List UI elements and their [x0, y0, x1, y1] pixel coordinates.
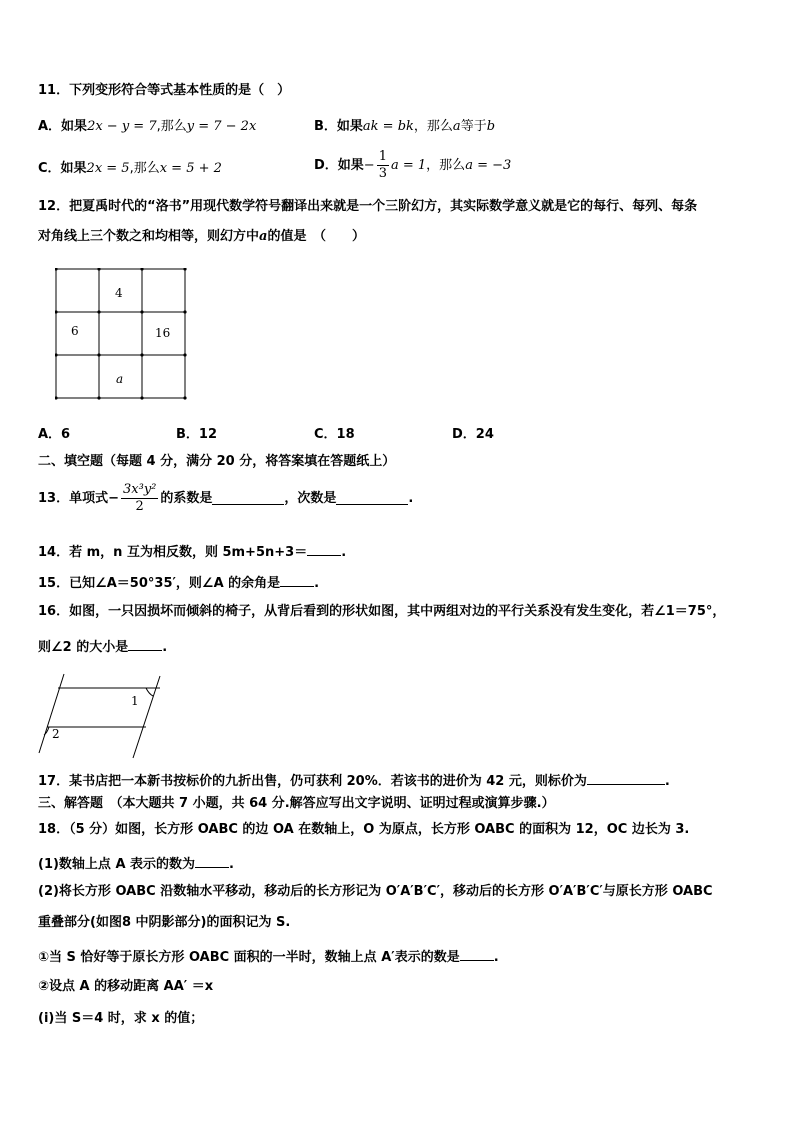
q12-option-b: B．12: [176, 427, 217, 442]
answer-blank[interactable]: [460, 948, 494, 961]
q15: 15．已知∠A＝50°35′，则∠A 的余角是 .: [38, 576, 320, 591]
answer-blank[interactable]: [336, 492, 408, 505]
q16-line2: 则∠2 的大小是 .: [38, 640, 168, 655]
section-2-heading: 二、填空题（每题 4 分，满分 20 分，将答案填在答题纸上）: [38, 454, 396, 469]
q11-option-a: A．如果2x − y = 7,那么y = 7 − 2x: [38, 119, 257, 134]
q18-part2-line1: (2)将长方形 OABC 沿数轴水平移动，移动后的长方形记为 O′A′B′C′，移动后的长方形 O′A′B′C′与原长方形 OABC: [38, 884, 713, 899]
answer-blank[interactable]: [212, 492, 284, 505]
answer-blank[interactable]: [128, 638, 162, 651]
answer-blank[interactable]: [587, 772, 665, 785]
angle-1-label: 1: [131, 694, 139, 708]
q16-line1: 16．如图，一只因损坏而倾斜的椅子，从背后看到的形状如图，其中两组对边的平行关系没有发生变化，若∠1＝75°，: [38, 604, 726, 619]
q18-stem: 18．（5 分）如图，长方形 OABC 的边 OA 在数轴上，O 为原点，长方形 OABC 的面积为 12，OC 边长为 3.: [38, 822, 690, 837]
chair-parallelogram-figure: [36, 672, 170, 764]
q18-part2-line2: 重叠部分(如图8 中阴影部分)的面积记为 S.: [38, 915, 291, 930]
q11-option-b: B．如果ak = bk，那么a等于b: [314, 119, 496, 134]
monomial-fraction: $\frac{\text{3x³y²}}{2}$: [123, 482, 157, 514]
q12-stem-line2: 对角线上三个数之和均相等，则幻方中a的值是 （ ）: [38, 229, 365, 244]
section-3-heading: 三、解答题 （本大题共 7 小题，共 64 分.解答应写出文字说明、证明过程或演算步骤.）: [38, 796, 555, 811]
q18-sub1: ①当 S 恰好等于原长方形 OABC 面积的一半时，数轴上点 A′表示的数是 .: [38, 950, 499, 965]
q12-option-d: D．24: [452, 427, 494, 442]
q12-option-c: C．18: [314, 427, 355, 442]
answer-blank[interactable]: [307, 543, 341, 556]
q13: 13．单项式 − $\frac{\text{3x³y²}}{2}$ 的系数是 ，次数是 .: [38, 482, 414, 514]
grid-cell-r2c1: a: [116, 372, 124, 386]
magic-square-grid: [55, 268, 187, 404]
angle-2-label: 2: [52, 727, 60, 741]
grid-cell-r0c1: 4: [115, 286, 123, 300]
q18-sub2-i: (ⅰ)当 S＝4 时，求 x 的值；: [38, 1011, 204, 1026]
q18-sub2: ②设点 A 的移动距离 AA′ ＝x: [38, 979, 214, 994]
q12-option-a: A．6: [38, 427, 71, 442]
grid-cell-r1c2: 16: [155, 326, 171, 340]
q14: 14．若 m，n 互为相反数，则 5m+5n+3＝ .: [38, 545, 347, 560]
q11-option-d: D．如果 − $\frac{1}{3}$ a = 1 ，那么 a = −3: [314, 149, 512, 181]
fraction-one-third: $\frac{1}{3}$: [378, 149, 387, 181]
grid-cell-r1c0: 6: [71, 324, 79, 338]
q11-stem: 11．下列变形符合等式基本性质的是（ ）: [38, 83, 291, 98]
q17: 17．某书店把一本新书按标价的九折出售，仍可获利 20%．若该书的进价为 42 元，则标价为 .: [38, 774, 670, 789]
q12-stem-line1: 12．把夏禹时代的“洛书”用现代数学符号翻译出来就是一个三阶幻方，其实际数学意义就是它的每行、每列、每条: [38, 199, 698, 214]
q18-part1: (1)数轴上点 A 表示的数为 .: [38, 857, 234, 872]
answer-blank[interactable]: [280, 574, 314, 587]
chair-lines: [36, 672, 170, 760]
q11-option-c: C．如果2x = 5,那么x = 5 + 2: [38, 161, 222, 176]
answer-blank[interactable]: [195, 855, 229, 868]
